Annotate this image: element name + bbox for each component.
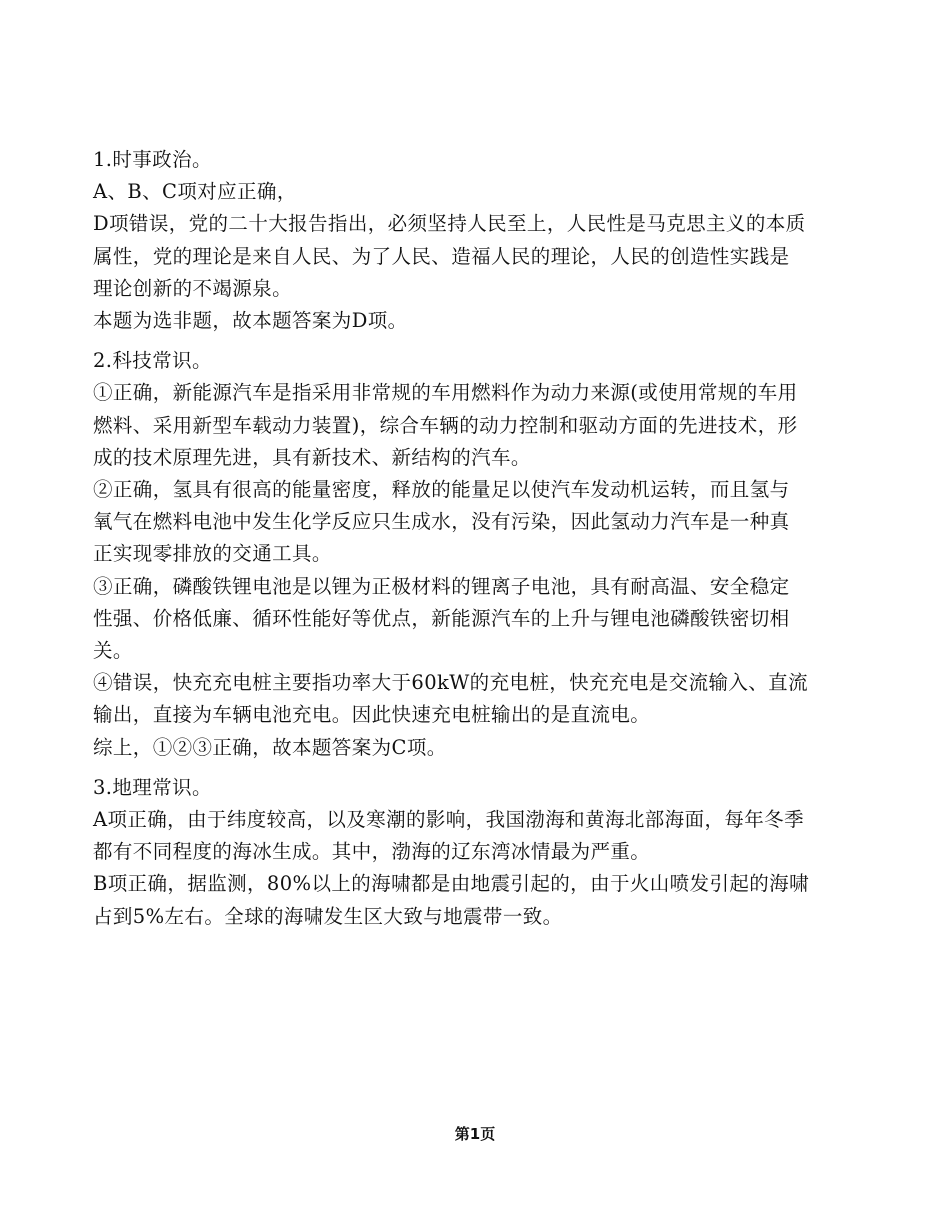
- paragraph-line: 输出，直接为车辆电池充电。因此快速充电桩输出的是直流电。: [93, 703, 651, 727]
- paragraph-line: 成的技术原理先进，具有新技术、新结构的汽车。: [93, 445, 531, 469]
- paragraph-line: ①正确，新能源汽车是指采用非常规的车用燃料作为动力来源(或使用常规的车用: [93, 381, 798, 405]
- paragraph-line: ③正确，磷酸铁锂电池是以锂为正极材料的锂离子电池，具有耐高温、安全稳定: [93, 574, 790, 598]
- answer-explanations: [93, 144, 869, 933]
- paragraph-line: A项正确，由于纬度较高，以及寒潮的影响，我国渤海和黄海北部海面，每年冬季: [93, 808, 804, 832]
- paragraph-line: 性强、价格低廉、循环性能好等优点，新能源汽车的上升与锂电池磷酸铁密切相: [93, 606, 790, 630]
- paragraph-line: B项正确，据监测，80%以上的海啸都是由地震引起的，由于火山喷发引起的海啸: [93, 872, 809, 896]
- paragraph-line: 关。: [93, 639, 133, 663]
- paragraph-line: 理论创新的不竭源泉。: [93, 276, 293, 300]
- paragraph-line: 都有不同程度的海冰生成。其中，渤海的辽东湾冰情最为严重。: [93, 840, 651, 864]
- section-geography: [93, 772, 869, 933]
- paragraph-line: 燃料、采用新型车载动力装置)，综合车辆的动力控制和驱动方面的先进技术，形: [93, 413, 798, 437]
- section-heading: 1.时事政治。: [93, 148, 212, 171]
- paragraph-line: D项错误，党的二十大报告指出，必须坚持人民至上，人民性是马克思主义的本质: [93, 212, 806, 236]
- paragraph-line: 氧气在燃料电池中发生化学反应只生成水，没有污染，因此氢动力汽车是一种真: [93, 510, 790, 534]
- paragraph-line: A、B、C项对应正确，: [93, 180, 297, 204]
- paragraph-line: 本题为选非题，故本题答案为D项。: [93, 309, 408, 333]
- section-science-technology: [93, 345, 869, 764]
- section-heading: 2.科技常识。: [93, 349, 212, 373]
- section-heading: 3.地理常识。: [93, 775, 212, 799]
- paragraph-line: 占到5%左右。全球的海啸发生区大致与地震带一致。: [93, 904, 563, 928]
- paragraph-line: ④错误，快充充电桩主要指功率大于60kW的充电桩，快充充电是交流输入、直流: [93, 671, 808, 695]
- paragraph-line: 正实现零排放的交通工具。: [93, 542, 332, 566]
- paragraph-line: 属性，党的理论是来自人民、为了人民、造福人民的理论，人民的创造性实践是: [93, 244, 790, 268]
- paragraph-line: 综上，①②③正确，故本题答案为C项。: [93, 735, 447, 759]
- paragraph-line: ②正确，氢具有很高的能量密度，释放的能量足以使汽车发动机运转，而且氢与: [93, 478, 790, 502]
- section-current-affairs: [93, 144, 869, 337]
- page-number: 第1页: [454, 1125, 496, 1143]
